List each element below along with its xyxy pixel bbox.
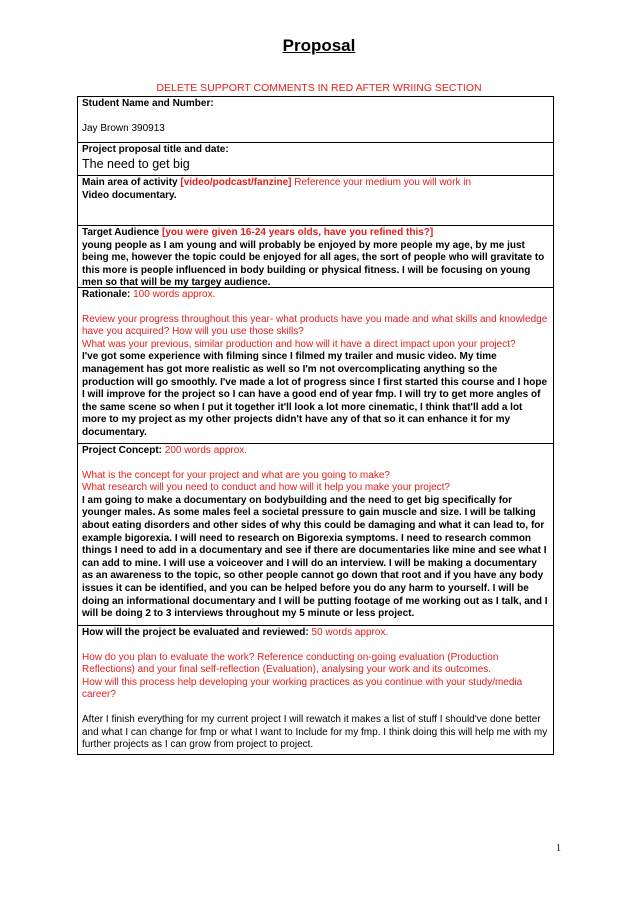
evaluation-prompt-2: How will this process help developing your working practices as you continue with your study/media career?: [82, 676, 523, 701]
rationale-prompt-1: Review your progress throughout this year- what products have you made and what skills and knowledge have you acquired? How will you use those skills?: [82, 313, 548, 338]
delete-support-note: DELETE SUPPORT COMMENTS IN RED AFTER WRIING SECTION: [156, 82, 482, 94]
evaluation-guide: 50 words approx.: [311, 627, 389, 638]
target-audience-prompt: [you were given 16-24 years olds, have you refined this?]: [162, 227, 434, 238]
evaluation-prompt-1: How do you plan to evaluate the work? Reference conducting on-going evaluation (Production Reflections) and your final self-reflection (Evaluation), analysing your work and its outcomes.: [82, 651, 499, 676]
project-title-value[interactable]: The need to get big: [82, 156, 190, 171]
student-section: [78, 97, 553, 143]
page-title: Proposal: [282, 36, 356, 55]
rationale-guide: 100 words approx.: [133, 289, 216, 300]
concept-prompt-1: What is the concept for your project and what are you going to make?: [82, 469, 390, 481]
student-label: Student Name and Number:: [82, 98, 214, 109]
main-area-section: [78, 176, 553, 226]
project-title-label: Project proposal title and date:: [82, 144, 229, 155]
rationale-prompt-2: What was your previous, similar production and how will it have a direct impact upon your project?: [82, 338, 516, 350]
evaluation-label: How will the project be evaluated and reviewed:: [82, 627, 312, 638]
concept-value[interactable]: I am going to make a documentary on bodybuilding and the need to get big specifically for younger males. As some males feel a societal pressure to gain muscle and size. I will be talking about eating disorders and other sides of why this could be damaging and what it can lead to, for example bigorexia. I will need to research on Bigorexia symptoms. I need to research common things I need to add in a documentary and see if there are documentaries like mine and see what I can add to mine. I will use a voiceover and I will do an interview. I will be making a documentary as an awareness to the topic, so other people cannot go down that root and if you have any body issues it can be identified, and you can be helped before you do any harm to yourself. I will be doing an informational documentary and I will be putting footage of me working out as I talk, and I will be doing 2 to 3 interviews throughout my 5 minute or less project.: [82, 494, 548, 620]
page-number: 1: [556, 843, 561, 854]
project-title-section: [78, 143, 553, 176]
concept-guide: 200 words approx.: [164, 445, 248, 456]
main-area-label: Main area of activity: [82, 177, 181, 188]
evaluation-section: [78, 626, 553, 754]
evaluation-value[interactable]: After I finish everything for my current project I will rewatch it makes a list of stuff I should've done better and what I can change for fmp or what I want to Include for my fmp. I think doing this will help me with my further projects as I can grow from project to project.: [82, 713, 548, 751]
target-audience-value[interactable]: young people as I am young and will probably be enjoyed by more people my age, by me just being me, however the topic could be enjoyed for all ages, the sort of people who will gravitate to this more is people influenced in body building or physical fitness. I will be focusing on young men so that will be my targey audience.: [82, 239, 545, 289]
rationale-section: [78, 288, 553, 444]
project-concept-section: [78, 444, 553, 626]
target-audience-section: [78, 226, 553, 288]
target-audience-label: Target Audience: [82, 227, 163, 238]
main-area-value[interactable]: Video documentary.: [82, 189, 177, 201]
rationale-value[interactable]: I've got some experience with filming since I filmed my trailer and music video. My time management has got more realistic as well so I'm not overcomplicating anything so the production will go smoothly. I've made a lot of progress since I first started this course and I hope I will improve for the project so I can have a good end of year fmp. I will try to get more angles of the same scene so when I put it together it'll look a lot more cinematic, I think that'll add a lot more to my project as my other projects didn't have any of that so it can enhance it for my documentary.: [82, 351, 548, 438]
student-value[interactable]: Jay Brown 390913: [82, 122, 165, 134]
proposal-form: [77, 96, 554, 755]
rationale-label: Rationale:: [82, 289, 134, 300]
concept-prompt-2: What research will you need to conduct and how will it help you make your project?: [82, 482, 450, 494]
main-area-prompt: Reference your medium you will work in: [291, 177, 472, 188]
main-area-options: [video/podcast/fanzine]: [180, 177, 292, 188]
concept-label: Project Concept:: [82, 445, 165, 456]
